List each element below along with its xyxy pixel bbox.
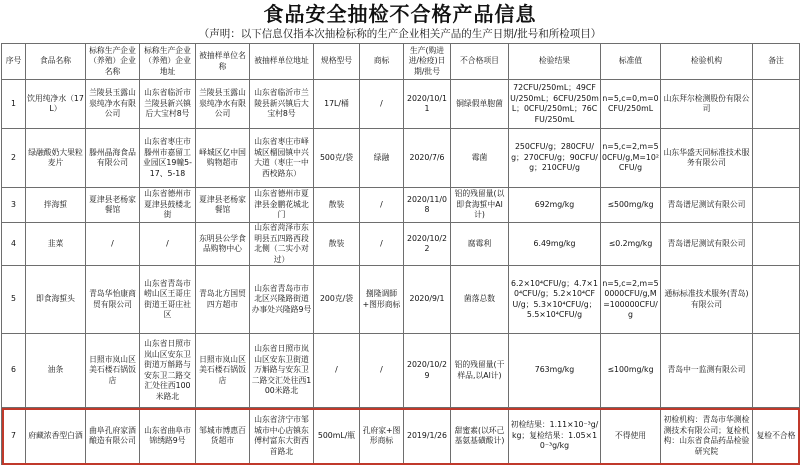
table-cell: 府藏浓香型白酒 bbox=[26, 408, 86, 465]
table-cell: 绿融 bbox=[360, 129, 404, 188]
table-cell: 复检不合格 bbox=[753, 408, 800, 465]
header-cell: 被抽样单位名称 bbox=[196, 44, 250, 80]
table-cell: / bbox=[360, 223, 404, 266]
header-cell: 序号 bbox=[2, 44, 26, 80]
table-cell: 山东省菏泽市东明县五四路西段北侧（二实小对过） bbox=[250, 223, 314, 266]
table-row-highlighted bbox=[2, 408, 800, 465]
header-cell: 标称生产企业（养殖）企业名称 bbox=[86, 44, 140, 80]
table-cell: 2020/10/29 bbox=[404, 334, 451, 408]
table-cell: 夏津县老杨家餐馆 bbox=[86, 188, 140, 223]
table-cell: 2020/10/11 bbox=[404, 80, 451, 129]
table-cell: 甜蜜素(以环己基氨基磺酸计) bbox=[451, 408, 509, 465]
table-cell: 200克/袋 bbox=[314, 266, 360, 334]
page-title: 食品安全抽检不合格产品信息 bbox=[263, 2, 537, 26]
table-row bbox=[2, 223, 800, 266]
table-row bbox=[2, 266, 800, 334]
header-cell: 不合格项目 bbox=[451, 44, 509, 80]
table-cell bbox=[753, 188, 800, 223]
table-row bbox=[2, 129, 800, 188]
table-cell: 山东省临沂市兰陵县新兴镇后大宝村8号 bbox=[250, 80, 314, 129]
table-cell bbox=[753, 266, 800, 334]
table-cell: 兰陵县玉露山泉纯净水有限公司 bbox=[196, 80, 250, 129]
table-cell: / bbox=[360, 188, 404, 223]
table-cell bbox=[753, 129, 800, 188]
table-cell bbox=[753, 80, 800, 129]
table-cell bbox=[753, 334, 800, 408]
table-cell: 2020/9/1 bbox=[404, 266, 451, 334]
table-cell: 2020/11/08 bbox=[404, 188, 451, 223]
table-cell: / bbox=[360, 334, 404, 408]
table-cell: 青岛谱尼测试有限公司 bbox=[661, 188, 753, 223]
header-cell: 标称生产企业（养殖）企业地址 bbox=[140, 44, 196, 80]
table-cell: 铜绿假单胞菌 bbox=[451, 80, 509, 129]
table-cell: 初检结果：1.11×10⁻³g/kg；复检结果：1.05×10⁻³g/kg bbox=[509, 408, 601, 465]
table-cell: 山东拜尔检测股份有限公司 bbox=[661, 80, 753, 129]
header-cell: 标准值 bbox=[601, 44, 661, 80]
table-cell: 兰陵县玉露山泉纯净水有限公司 bbox=[86, 80, 140, 129]
table-cell: 捌隆调師+图形商标 bbox=[360, 266, 404, 334]
table-cell: 即食海蜇头 bbox=[26, 266, 86, 334]
table-cell: 2020/7/6 bbox=[404, 129, 451, 188]
page-subtitle: （声明：以下信息仅指本次抽检标称的生产企业相关产品的生产日期/批号和所检项目） bbox=[198, 28, 602, 40]
table-cell: 2 bbox=[2, 129, 26, 188]
table-cell: 日照市岚山区美石楼石锅饭店 bbox=[86, 334, 140, 408]
table-cell: 通标标准技术服务(青岛)有限公司 bbox=[661, 266, 753, 334]
table-cell: n=5,c=2,m=50CFU/g,M=10²CFU/g bbox=[601, 129, 661, 188]
table-cell: 1 bbox=[2, 80, 26, 129]
table-cell: 3 bbox=[2, 188, 26, 223]
table-cell: ≤500mg/kg bbox=[601, 188, 661, 223]
table-cell: 2020/10/22 bbox=[404, 223, 451, 266]
table-cell: n=5,c=2,m=50000CFU/g,M=100000CFU/g bbox=[601, 266, 661, 334]
table-cell: 不得使用 bbox=[601, 408, 661, 465]
table-cell: 山东省青岛市市北区兴隆路街道办事处兴隆路9号 bbox=[250, 266, 314, 334]
table-cell: 山东省德州市夏津县鼓楼北街 bbox=[140, 188, 196, 223]
header-cell: 生产(购进进/检疫)日期/批号 bbox=[404, 44, 451, 80]
header-row bbox=[2, 44, 800, 80]
table-cell: 霉菌 bbox=[451, 129, 509, 188]
table-cell: 腐霉利 bbox=[451, 223, 509, 266]
table-cell: 山东省曲阜市锦绣路9号 bbox=[140, 408, 196, 465]
table-cell: 铝的残留量(以即食海蜇中Al计) bbox=[451, 188, 509, 223]
table-cell: / bbox=[140, 223, 196, 266]
table-cell: ≤100mg/kg bbox=[601, 334, 661, 408]
table-cell: 山东省临沂市兰陵县新兴镇后大宝村8号 bbox=[140, 80, 196, 129]
table-cell: 绿融酸奶大果粒麦片 bbox=[26, 129, 86, 188]
table-cell: 6.49mg/kg bbox=[509, 223, 601, 266]
table-cell: 763mg/kg bbox=[509, 334, 601, 408]
header-cell: 商标 bbox=[360, 44, 404, 80]
table-cell: 夏津县老杨家餐馆 bbox=[196, 188, 250, 223]
table-cell: 6 bbox=[2, 334, 26, 408]
table-cell: 饮用纯净水（17L） bbox=[26, 80, 86, 129]
table-cell: 峄城区亿中国购物超市 bbox=[196, 129, 250, 188]
table-cell: 山东省枣庄市滕州市嘉留工业园区19幢5-17、5-18 bbox=[140, 129, 196, 188]
table-cell: 散装 bbox=[314, 223, 360, 266]
table-cell: 4 bbox=[2, 223, 26, 266]
table-cell bbox=[753, 223, 800, 266]
table-cell: 青岛谱尼测试有限公司 bbox=[661, 223, 753, 266]
header-cell: 食品名称 bbox=[26, 44, 86, 80]
table-cell: 孔府家+图形商标 bbox=[360, 408, 404, 465]
table-cell: 铝的残留量(干样品,以Al计) bbox=[451, 334, 509, 408]
header-cell: 被抽样单位地址 bbox=[250, 44, 314, 80]
table-cell: ≤0.2mg/kg bbox=[601, 223, 661, 266]
table-cell: 初检机构：青岛市华测检测技术有限公司；复检机构：山东省食品药品检验研究院 bbox=[661, 408, 753, 465]
table-cell: 邹城市博惠百货超市 bbox=[196, 408, 250, 465]
header-cell: 备注 bbox=[753, 44, 800, 80]
table-cell: 500mL/瓶 bbox=[314, 408, 360, 465]
table-row bbox=[2, 334, 800, 408]
table-cell: 青岛华怡康商贸有限公司 bbox=[86, 266, 140, 334]
table-cell: 山东省德州市夏津县金鹏花城北门 bbox=[250, 188, 314, 223]
header-cell: 检验机构 bbox=[661, 44, 753, 80]
table-cell: 散装 bbox=[314, 188, 360, 223]
table-cell: / bbox=[86, 223, 140, 266]
table-cell: 日照市岚山区美石楼石锅饭店 bbox=[196, 334, 250, 408]
table-row bbox=[2, 188, 800, 223]
table-cell: 山东省日照市岚山区安东卫街道万斛路与安东卫二路交汇处往西100米路北 bbox=[250, 334, 314, 408]
table-cell: 青岛北方国贸四方超市 bbox=[196, 266, 250, 334]
table-cell: 692mg/kg bbox=[509, 188, 601, 223]
table-cell: 7 bbox=[2, 408, 26, 465]
table-cell: 菌落总数 bbox=[451, 266, 509, 334]
table-cell: 山东省青岛市崂山区王哥庄街道王哥庄社区 bbox=[140, 266, 196, 334]
header-cell: 规格型号 bbox=[314, 44, 360, 80]
header-cell: 检验结果 bbox=[509, 44, 601, 80]
table-cell: 250CFU/g；280CFU/g；270CFU/g；90CFU/g；210CFU/g bbox=[509, 129, 601, 188]
table-cell: 5 bbox=[2, 266, 26, 334]
table-cell: 山东省日照市岚山区安东卫街道万斛路与安东卫二路交汇处往西100米路北 bbox=[140, 334, 196, 408]
table-cell: 拌海蜇 bbox=[26, 188, 86, 223]
table-cell: 山东省枣庄市峄城区榴园镇中兴大道（枣庄一中西校路东） bbox=[250, 129, 314, 188]
table-cell: 油条 bbox=[26, 334, 86, 408]
table-row bbox=[2, 80, 800, 129]
table-cell: 2019/1/26 bbox=[404, 408, 451, 465]
table-cell: 山东华盛天同标准技术服务有限公司 bbox=[661, 129, 753, 188]
table-cell: 6.2×10⁴CFU/g；4.7×10⁴CFU/g；5.2×10⁴CFU/g；5.3×10⁴CFU/g；5.5×10⁴CFU/g bbox=[509, 266, 601, 334]
results-table bbox=[1, 43, 800, 465]
table-cell: 韭菜 bbox=[26, 223, 86, 266]
table-cell: 曲阜孔府家酒酿造有限公司 bbox=[86, 408, 140, 465]
table-cell: n=5,c=0,m=0CFU/250mL bbox=[601, 80, 661, 129]
table-cell: / bbox=[314, 334, 360, 408]
table-cell: / bbox=[360, 80, 404, 129]
table-cell: 滕州晶海食品有限公司 bbox=[86, 129, 140, 188]
table-cell: 72CFU/250mL；49CFU/250mL；6CFU/250mL；0CFU/250mL；76CFU/250mL bbox=[509, 80, 601, 129]
table-cell: 17L/桶 bbox=[314, 80, 360, 129]
table-cell: 山东省济宁市邹城市中心店镇东傅村富东大街西首路北 bbox=[250, 408, 314, 465]
table-cell: 青岛中一监测有限公司 bbox=[661, 334, 753, 408]
table-cell: 500克/袋 bbox=[314, 129, 360, 188]
table-cell: 东明县公学食品购物中心 bbox=[196, 223, 250, 266]
